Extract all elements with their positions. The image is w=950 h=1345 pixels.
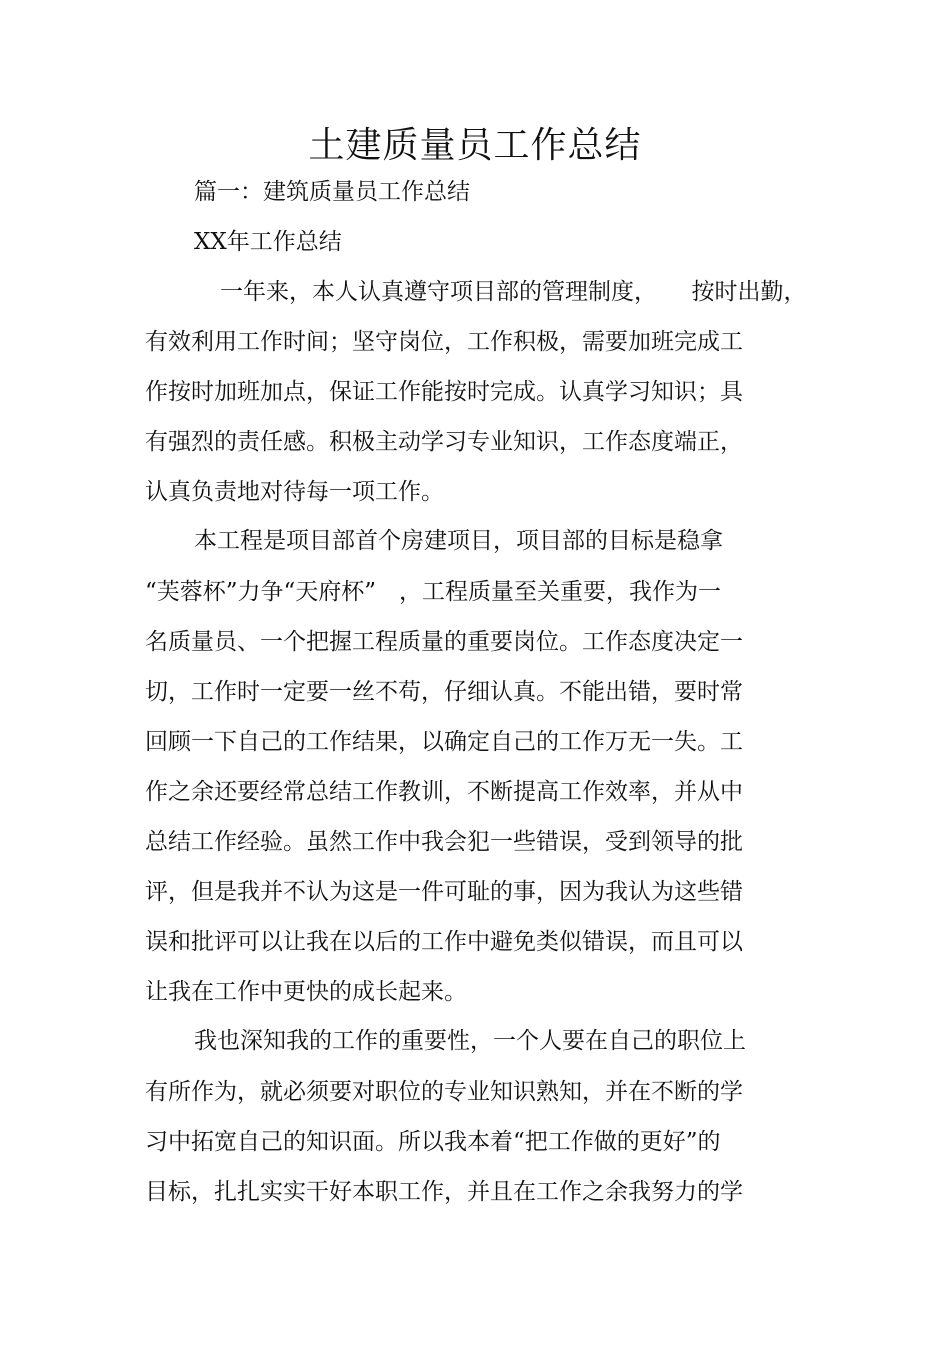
paragraph-line: 让我在工作中更快的成长起来。 xyxy=(145,979,467,1005)
document-subtitle: 篇一：建筑质量员工作总结 xyxy=(194,179,470,205)
paragraph-line: 一年来，本人认真遵守项目部的管理制度， 按时出勤， xyxy=(220,279,807,305)
paragraph-line: 认真负责地对待每一项工作。 xyxy=(145,479,444,505)
paragraph-line: “芙蓉杯”力争“天府杯” ，工程质量至关重要，我作为一 xyxy=(145,579,722,605)
paragraph-line: 误和批评可以让我在以后的工作中避免类似错误，而且可以 xyxy=(145,929,743,955)
paragraph-line: 作按时加班加点，保证工作能按时完成。认真学习知识；具 xyxy=(145,379,743,405)
document-title: 土建质量员工作总结 xyxy=(308,125,642,166)
paragraph-line: 作之余还要经常总结工作教训，不断提高工作效率，并从中 xyxy=(145,779,743,805)
paragraph-line: 总结工作经验。虽然工作中我会犯一些错误，受到领导的批 xyxy=(145,829,743,855)
paragraph-line: 有所作为，就必须要对职位的专业知识熟知，并在不断的学 xyxy=(145,1079,743,1105)
paragraph-line: 目标，扎扎实实干好本职工作，并且在工作之余我努力的学 xyxy=(145,1179,743,1205)
paragraph-line: 本工程是项目部首个房建项目，项目部的目标是稳拿 xyxy=(194,528,723,554)
paragraph-line: 评，但是我并不认为这是一件可耻的事，因为我认为这些错 xyxy=(145,879,743,905)
paragraph-line: 有效利用工作时间；坚守岗位，工作积极，需要加班完成工 xyxy=(145,329,743,355)
section-heading: XX年工作总结 xyxy=(194,229,342,255)
paragraph-line: 名质量员、一个把握工程质量的重要岗位。工作态度决定一 xyxy=(145,629,743,655)
paragraph-line: 我也深知我的工作的重要性，一个人要在自己的职位上 xyxy=(194,1028,746,1054)
paragraph-line: 回顾一下自己的工作结果，以确定自己的工作万无一失。工 xyxy=(145,729,743,755)
paragraph-line: 有强烈的责任感。积极主动学习专业知识，工作态度端正， xyxy=(145,429,743,455)
paragraph-line: 切，工作时一定要一丝不苟，仔细认真。不能出错，要时常 xyxy=(145,679,743,705)
paragraph-line: 习中拓宽自己的知识面。所以我本着“把工作做的更好”的 xyxy=(145,1129,721,1155)
